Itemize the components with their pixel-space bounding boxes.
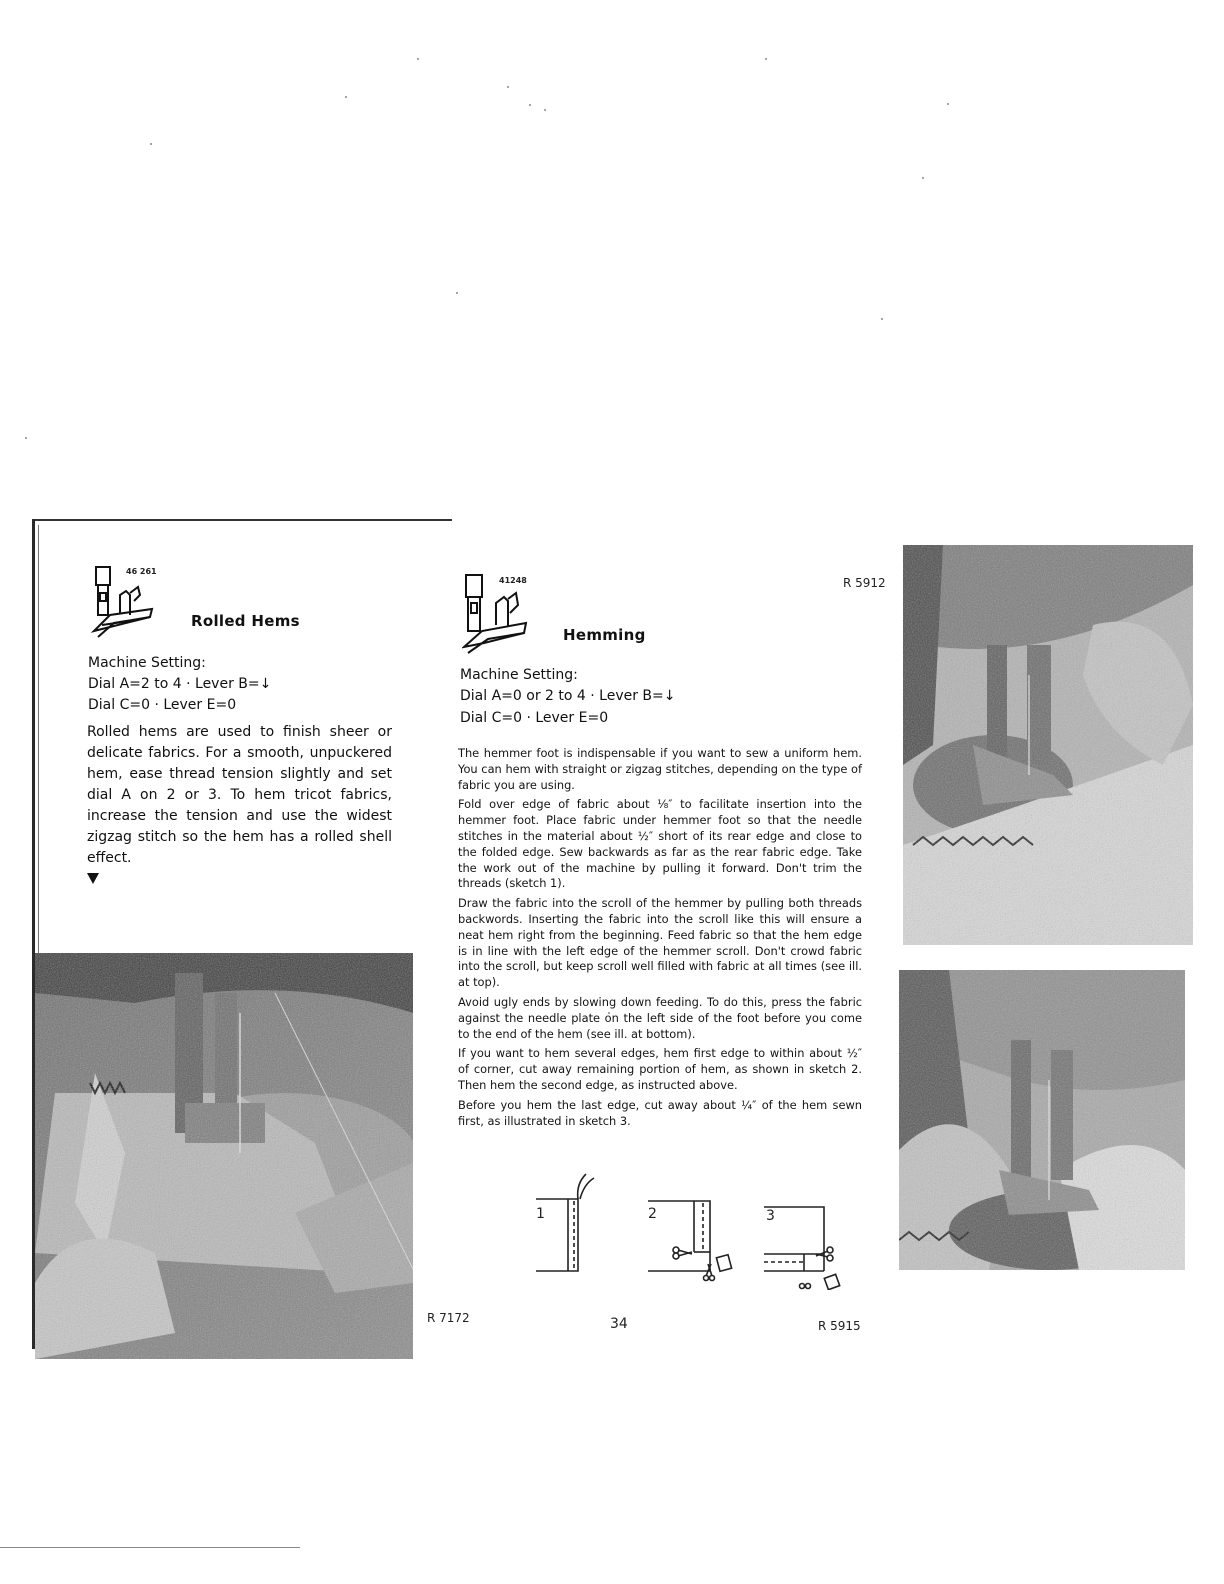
sketch-1-label: 1 <box>536 1206 545 1222</box>
left-photo-reference: R 7172 <box>427 1311 470 1325</box>
rolled-hem-photo <box>35 953 413 1359</box>
hemming-paragraph: Avoid ugly ends by slowing down feeding. To do this, press the fabric against the needle plate on the left side of the foot before you come to the end of the hem (see ill. at bottom). <box>458 994 862 1041</box>
hemming-paragraph: If you want to hem several edges, hem first edge to within about ½″ of corner, cut away remaining portion of hem, as shown in sketch 2. Then hem the second edge, as instructed above. <box>458 1046 862 1092</box>
rolled-hem-foot-icon <box>90 565 162 649</box>
rolled-hems-paragraph: Rolled hems are used to finish sheer or delicate fabrics. For a smooth, unpuckered hem, ease thread tension slightly and set dial A on 2 or 3. To hem tricot fabrics, increase the tension and use the widest zigzag stitch so the hem has a rolled shell effect. <box>87 724 392 866</box>
rolled-hems-title: Rolled Hems <box>191 612 300 630</box>
hemming-paragraph: Fold over edge of fabric about ⅛″ to facilitate insertion into the hemmer foot. Place fabric under hemmer foot so that the needle stitches in the material about ½″ short of its rear edge and close to the folded edge. Sew backwards as far as the rear fabric edge. Take the work out of the machine by pulling it forward. Don't trim the threads (sketch 1). <box>458 797 862 891</box>
footer-rule <box>0 1547 300 1548</box>
page-border-top <box>32 519 452 521</box>
right-setting-label: Machine Setting: <box>460 667 578 683</box>
left-setting-line-1: Dial A=2 to 4 · Lever B=↓ <box>88 676 272 692</box>
hemming-paragraph: Before you hem the last edge, cut away about ¼″ of the hem sewn first, as illustrated in sketch 3. <box>458 1097 862 1128</box>
continue-arrow-icon <box>87 873 99 884</box>
right-part-number: 41248 <box>499 576 527 585</box>
page-number: 34 <box>610 1316 628 1332</box>
left-part-number: 46 261 <box>126 567 157 576</box>
left-setting-label: Machine Setting: <box>88 655 206 671</box>
hemmer-foot-icon <box>462 573 534 659</box>
hemming-sketches <box>532 1170 862 1290</box>
rolled-hems-body <box>87 722 392 869</box>
right-setting-line-1: Dial A=0 or 2 to 4 · Lever B=↓ <box>460 688 676 704</box>
sketch-2-label: 2 <box>648 1206 657 1222</box>
hemming-top-photo <box>903 545 1193 945</box>
top-photo-reference: R 5912 <box>843 576 886 590</box>
left-setting-line-2: Dial C=0 · Lever E=0 <box>88 697 237 713</box>
hemming-instructions <box>458 746 862 1133</box>
sketch-3-label: 3 <box>766 1208 775 1224</box>
hemming-title: Hemming <box>563 626 646 644</box>
bottom-photo-reference: R 5915 <box>818 1319 861 1333</box>
hemming-paragraph: The hemmer foot is indispensable if you want to sew a uniform hem. You can hem with straight or zigzag stitches, depending on the type of fabric you are using. <box>458 746 862 792</box>
right-setting-line-2: Dial C=0 · Lever E=0 <box>460 710 609 726</box>
hemming-paragraph: Draw the fabric into the scroll of the hemmer by pulling both threads backwords. Inserting the fabric into the scroll like this will ensure a neat hem right from the beginning. Feed fabric so that the hem edge is in line with the left edge of the hemmer scroll. Don't crowd fabric into the scroll, but keep scroll well filled with fabric at all times (see ill. at top). <box>458 896 862 990</box>
hemming-bottom-photo <box>899 970 1185 1270</box>
